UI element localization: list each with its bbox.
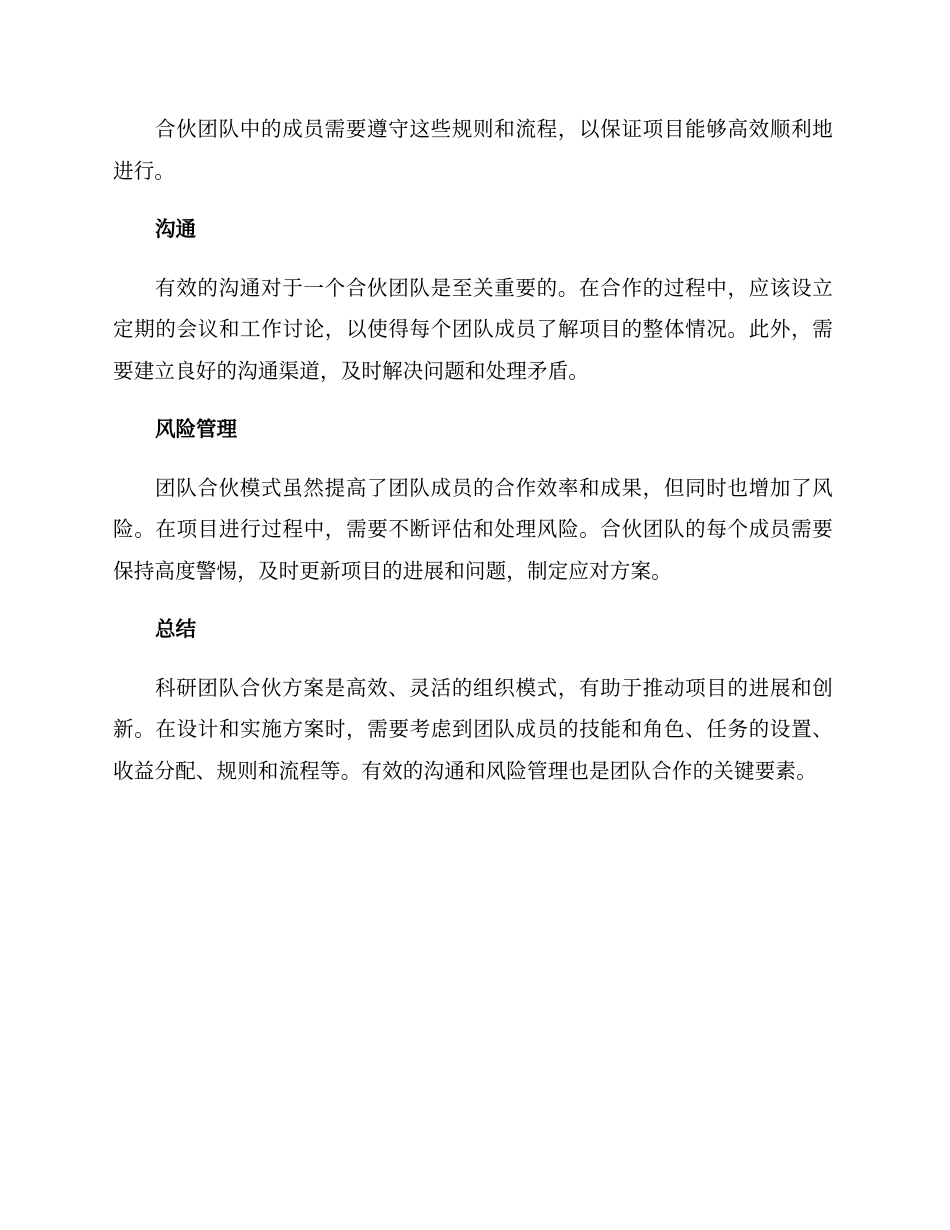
- section-heading-summary: 总结: [155, 617, 196, 641]
- section-paragraph-communication: 有效的沟通对于一个合伙团队是至关重要的。在合作的过程中，应该设立定期的会议和工作讨论，以使得每个团队成员了解项目的整体情况。此外，需要建立良好的沟通渠道，及时解决问题和处理矛盾。: [113, 275, 833, 383]
- section-heading-risk-management: 风险管理: [155, 417, 237, 441]
- section-paragraph-risk-management: 团队合伙模式虽然提高了团队成员的合作效率和成果，但同时也增加了风险。在项目进行过程中，需要不断评估和处理风险。合伙团队的每个成员需要保持高度警惕，及时更新项目的进展和问题，制定应对方案。: [113, 475, 833, 583]
- section-paragraph-summary: 科研团队合伙方案是高效、灵活的组织模式，有助于推动项目的进展和创新。在设计和实施方案时，需要考虑到团队成员的技能和角色、任务的设置、收益分配、规则和流程等。有效的沟通和风险管理也是团队合作的关键要素。: [113, 675, 833, 783]
- section-heading-communication: 沟通: [155, 217, 196, 241]
- intro-paragraph: 合伙团队中的成员需要遵守这些规则和流程，以保证项目能够高效顺利地进行。: [113, 117, 833, 183]
- document-body: [113, 109, 833, 792]
